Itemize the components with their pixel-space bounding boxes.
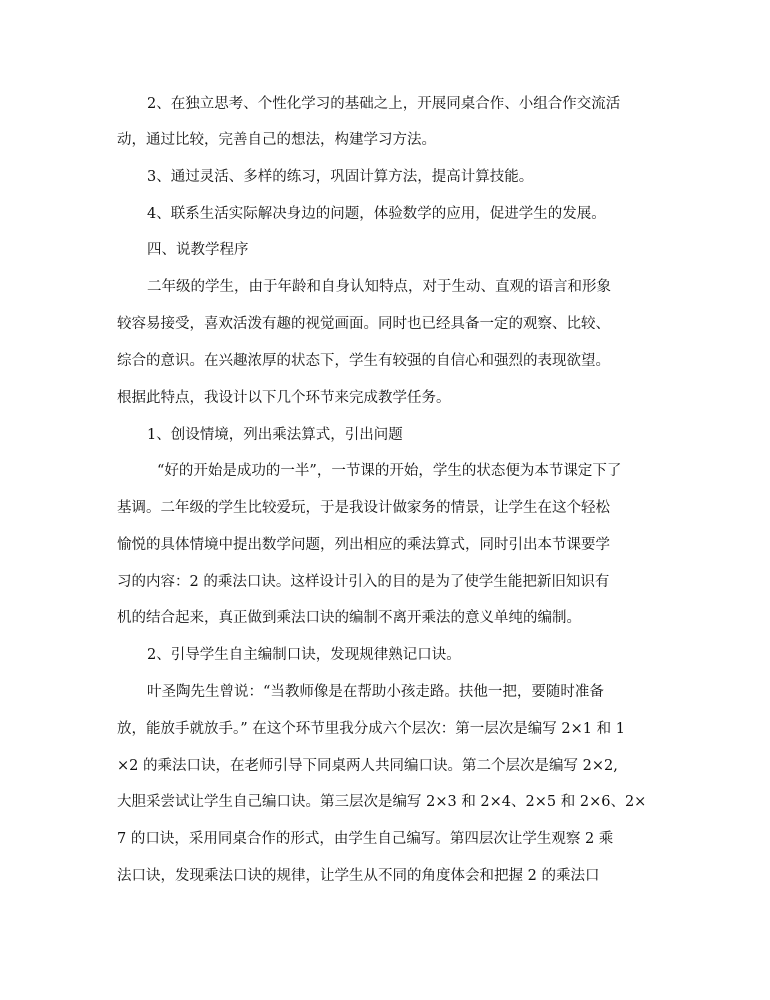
paragraph-line: 放，能放手就放手。” 在这个环节里我分成六个层次：第一层次是编写 2×1 和 1 bbox=[117, 721, 625, 737]
paragraph-line: 习的内容：2 的乘法口诀。这样设计引入的目的是为了使学生能把新旧知识有 bbox=[117, 574, 610, 590]
paragraph-line: 愉悦的具体情境中提出数学问题，列出相应的乘法算式，同时引出本节课要学 bbox=[117, 537, 610, 553]
paragraph-line: 基调。二年级的学生比较爱玩，于是我设计做家务的情景，让学生在这个轻松 bbox=[117, 500, 610, 516]
paragraph-line: 较容易接受，喜欢活泼有趣的视觉画面。同时也已经具备一定的观察、比较、 bbox=[117, 316, 610, 332]
paragraph-line: 法口诀，发现乘法口诀的规律，让学生从不同的角度体会和把握 2 的乘法口 bbox=[117, 868, 600, 884]
paragraph-line: 叶圣陶先生曾说：“当教师像是在帮助小孩走路。扶他一把，要随时准备 bbox=[147, 684, 604, 700]
paragraph-line: 3、通过灵活、多样的练习，巩固计算方法，提高计算技能。 bbox=[147, 169, 534, 185]
paragraph-line: 大胆采尝试让学生自己编口诀。第三层次是编写 2×3 和 2×4、2×5 和 2×6、2× bbox=[117, 794, 647, 810]
paragraph-line: 二年级的学生，由于年龄和自身认知特点，对于生动、直观的语言和形象 bbox=[147, 279, 611, 295]
paragraph-line: 机的结合起来，真正做到乘法口诀的编制不离开乘法的意义单纯的编制。 bbox=[117, 610, 581, 626]
paragraph-line: “好的开始是成功的一半”，一节课的开始，学生的状态便为本节课定下了 bbox=[157, 463, 622, 479]
subsection-heading: 2、引导学生自主编制口诀，发现规律熟记口诀。 bbox=[147, 647, 461, 663]
section-heading: 四、说教学程序 bbox=[147, 242, 249, 258]
paragraph-line: 动，通过比较，完善自己的想法，构建学习方法。 bbox=[117, 132, 436, 148]
paragraph-line: 根据此特点，我设计以下几个环节来完成教学任务。 bbox=[117, 390, 451, 406]
paragraph-line: 综合的意识。在兴趣浓厚的状态下，学生有较强的自信心和强烈的表现欲望。 bbox=[117, 353, 610, 369]
paragraph-line: 7 的口诀，采用同桌合作的形式，由学生自己编写。第四层次让学生观察 2 乘 bbox=[117, 831, 614, 847]
paragraph-line: 4、联系生活实际解决身边的问题，体验数学的应用，促进学生的发展。 bbox=[147, 206, 606, 222]
subsection-heading: 1、创设情境，列出乘法算式，引出问题 bbox=[147, 427, 403, 443]
paragraph-line: 2、在独立思考、个性化学习的基础之上，开展同桌合作、小组合作交流活 bbox=[147, 96, 621, 112]
paragraph-line: ×2 的乘法口诀，在老师引导下同桌两人共同编口诀。第二个层次是编写 2×2, bbox=[117, 758, 618, 774]
